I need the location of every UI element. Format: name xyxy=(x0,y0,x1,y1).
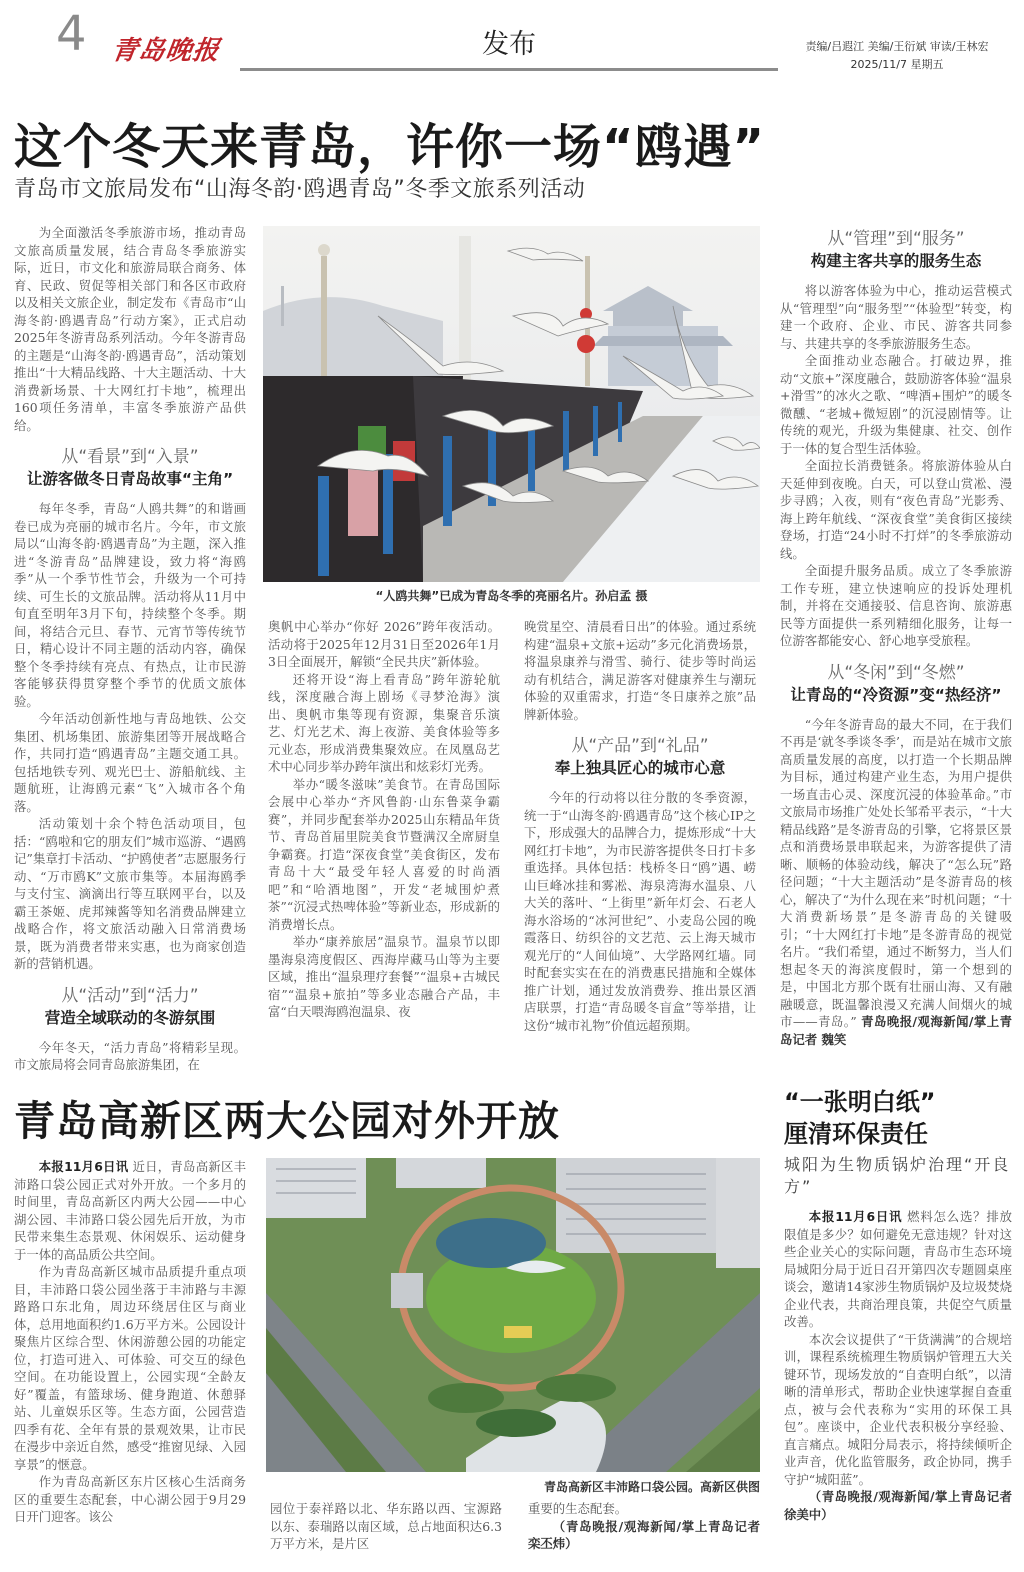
section-title: 发布 xyxy=(482,29,536,60)
seagull-photo xyxy=(263,226,760,582)
article3-byline: （青岛晚报/观海新闻/掌上青岛记者 徐美中） xyxy=(784,1489,1012,1522)
subhead-3 xyxy=(524,735,756,779)
article1-column-2 xyxy=(268,618,500,1021)
article1-column-3 xyxy=(524,618,756,1034)
park-photo-image xyxy=(266,1158,760,1472)
paragraph: 每年冬季，青岛“人鸥共舞”的和谐画卷已成为亮丽的城市名片。今年，市文旅局以“山海冬韵·鸥遇青岛”为主题，深入推进“冬游青岛”品牌建设，致力将“海鸥季”从一个季节性节会，升级为一个可持续、可生长的文旅品牌。活动将从11月中旬直至明年3月下旬，持续整个冬季。期间，将结合元旦、春节、元宵节等传统节日，精心设计不同主题的活动内容，确保整个冬季持续有亮点、有热点，让市民游客能够获得贯穿整个季节的优质文旅体验。 xyxy=(14,501,246,709)
editor-credits xyxy=(770,38,1024,74)
paragraph: 奥帆中心举办“你好 2026”跨年夜活动。活动将于2025年12月31日至2026年1月3日全面展开，解锁“全民共庆”新体验。 xyxy=(268,619,500,669)
subhead-2 xyxy=(14,985,246,1029)
main-subheadline: 青岛市文旅局发布“山海冬韵·鸥遇青岛”冬季文旅系列活动 xyxy=(14,177,586,202)
paragraph xyxy=(780,716,1012,1049)
article1-byline: 青岛晚报/观海新闻/掌上青岛记者 魏笑 xyxy=(780,1014,1012,1047)
paragraph-text: 近日，青岛高新区丰沛路口袋公园正式对外开放。一个多月的时间里，青岛高新区内两大公园——中心湖公园、丰沛路口袋公园先后开放，为市民带来集生态景观、休闲娱乐、运动健身于一体的高品质公共空间。 xyxy=(14,1159,246,1262)
subhead-3-title: 奉上独具匠心的城市心意 xyxy=(554,759,726,777)
paragraph xyxy=(14,1158,246,1263)
subhead-5-kicker: 从“冬闲”到“冬燃” xyxy=(827,662,965,683)
article3-title-line-2: 厘清环保责任 xyxy=(784,1120,928,1148)
article2-column-1 xyxy=(14,1158,246,1526)
subhead-1 xyxy=(14,446,246,490)
paragraph: 今年活动创新性地与青岛地铁、公交集团、机场集团、旅游集团等开展战略合作，共同打造“鸥遇青岛”主题交通工具。包括地铁专列、观光巴士、游船航线、主题航班，让海鸥元素“飞”入城市各个角落。 xyxy=(14,711,246,814)
subhead-3-kicker: 从“产品”到“礼品” xyxy=(571,736,709,756)
paragraph: 重要的生态配套。 xyxy=(528,1501,628,1516)
article3-body xyxy=(784,1208,1012,1523)
paragraph: 全面推动业态融合。打破边界，推动“文旅+”深度融合，鼓励游客体验“温泉+滑雪”的冰火之歌、“啤酒+围炉”的暖冬微醺、“老城+微短剧”的沉浸剧情等。让传统的观光，升级为集健康、社交、创作于一体的复合型生活体验。 xyxy=(780,353,1012,456)
paragraph: 作为青岛高新区城市品质提升重点项目，丰沛路口袋公园坐落于丰沛路与丰源路路口东北角，周边环绕居住区与商业体，总用地面积约1.6万平方米。公园设计聚焦片区综合型、休闲游憩公园的功能定位，打造可进入、可体验、可交互的绿色空间。在功能设置上，公园实现“全龄友好”覆盖，有篮球场、健身跑道、休憩驿站、儿童娱乐区等。生态方面，公园营造四季有花、全年有景的景观效果，让市民在漫步中亲近自然，感受“推窗见绿、入园享景”的惬意。 xyxy=(14,1264,246,1472)
article2-byline: （青岛晚报/观海新闻/掌上青岛记者 栾丕炜） xyxy=(528,1518,760,1551)
subhead-5 xyxy=(780,662,1012,706)
paragraph: 还将开设“海上看青岛”跨年游轮航线，深度融合海上剧场《寻梦沧海》演出、奥帆市集等现有资源，集聚音乐演艺、灯光艺术、海上夜游、美食体验等多元业态，形成消费集聚效应。在凤凰岛艺术中心同步举办跨年演出和炫彩灯光秀。 xyxy=(268,671,500,774)
article3-header xyxy=(784,1086,1024,1198)
subhead-1-title: 让游客做冬日青岛故事“主角” xyxy=(26,470,234,488)
article2-headline: 青岛高新区两大公园对外开放 xyxy=(14,1097,560,1145)
paragraph: 今年的行动将以往分散的冬季资源，统一于“山海冬韵·鸥遇青岛”这个核心IP之下，形成强大的品牌合力，提炼形成“十大网红打卡地”，为市民游客提供冬日打卡多重选择。具体包括：栈桥冬日“鸥”遇、崂山巨峰冰挂和雾凇、海泉湾海水温泉、八大关的落叶、“上街里”新年灯会、石老人海水浴场的“冰河世纪”、小麦岛公园的晚霞落日、纺织谷的文艺范、云上海天城市观光厅的“人间仙境”、大学路网红墙。同时配套实实在在的消费惠民措施和全媒体推广计划，通过发放消费券、推出景区酒店联票，打造“青岛暖冬盲盒”等举措，让这份“城市礼物”价值远超预期。 xyxy=(524,790,756,1033)
article2-dateline: 本报11月6日讯 xyxy=(38,1159,129,1174)
header-rule xyxy=(240,68,778,71)
subhead-2-kicker: 从“活动”到“活力” xyxy=(61,985,199,1006)
editors-line: 责编/吕遐江 美编/王衍斌 审读/王林宏 xyxy=(805,40,989,53)
paragraph: 举办“康养旅居”温泉节。温泉节以即墨海泉湾度假区、西海岸藏马山等为主要区域，推出“温泉理疗套餐”“温泉+古城民宿”“温泉+旅拍”等多业态融合产品，丰富“白天喂海鸥泡温泉、夜 xyxy=(268,934,500,1019)
subhead-1-kicker: 从“看景”到“入景” xyxy=(61,447,199,467)
intro-paragraph: 为全面激活冬季旅游市场，推动青岛文旅高质量发展，结合青岛冬季旅游实际，近日，市文化和旅游局联合商务、体育、民政、贸促等相关部门和各区市政府以及相关文旅企业，制定发布《青岛市“山海冬韵·鸥遇青岛”行动方案》，正式启动2025年冬游青岛系列活动。今年冬游青岛的主题是“山海冬韵·鸥遇青岛”，活动策划推出“十大精品线路、十大主题活动、十大消费新场景、十大网红打卡地”，梳理出160项任务清单，丰富冬季旅游产品供给。 xyxy=(14,225,246,433)
paragraph: 今年冬天，“活力青岛”将精彩呈现。市文旅局将会同青岛旅游集团，在 xyxy=(14,1039,246,1072)
article1-column-1 xyxy=(14,224,246,1074)
page-number: 4 xyxy=(56,6,87,62)
paragraph: 全面提升服务品质。成立了冬季旅游工作专班，建立快速响应的投诉处理机制，并将在交通接驳、信息咨询、旅游惠民等方面提供一系列精细化服务，让每一位游客都能安心、舒心地享受旅程。 xyxy=(780,563,1012,648)
seagull-photo-caption: “人鸥共舞”已成为青岛冬季的亮丽名片。孙启孟 摄 xyxy=(375,589,648,603)
main-headline: 这个冬天来青岛，许你一场“鸥遇” xyxy=(14,119,766,175)
paragraph: 本次会议提供了“干货满满”的合规培训，课程系统梳理生物质锅炉管理五大关键环节，现场发放的“自查明白纸”，以清晰的清单形式，帮助企业快速掌握自查重点，被与会代表称为“实用的环保工具包”。座谈中，企业代表积极分享经验、直言痛点。城阳分局表示，将持续倾听企业声音，优化监管服务，政企协同，携手守护“城阳蓝”。 xyxy=(784,1331,1012,1487)
paragraph: 将以游客体验为中心，推动运营模式从“管理型”向“服务型”“体验型”转变，构建一个政府、企业、市民、游客共同参与、共建共享的冬季旅游服务生态。 xyxy=(780,283,1012,351)
paragraph: 作为青岛高新区东片区核心生活商务区的重要生态配套，中心湖公园于9月29日开门迎客。该公 xyxy=(14,1474,246,1524)
subhead-4-kicker: 从“管理”到“服务” xyxy=(827,229,965,249)
paragraph: 全面拉长消费链条。将旅游体验从白天延伸到夜晚。白天，可以登山赏凇、漫步寻鸥；入夜，则有“夜色青岛”光影秀、海上跨年航线、“深夜食堂”美食街区接续登场，打造“24小时不打烊”的冬季旅游动线。 xyxy=(780,458,1012,561)
article3-subtitle: 城阳为生物质锅炉治理“开良方” xyxy=(784,1155,1011,1196)
subhead-2-title: 营造全域联动的冬游氛围 xyxy=(44,1008,216,1027)
article3-dateline: 本报11月6日讯 xyxy=(808,1209,903,1224)
paragraph-text: “今年冬游青岛的最大不同，在于我们不再是‘就冬季谈冬季’，而是站在城市文旅高质量发展的高度，以打造一个长期品牌为目标，通过构建产业生态，为用户提供一场直击心灵、深度沉浸的体验革命。”市文旅局市场推广处处长邹希平表示，“十大精品线路”是冬游青岛的引擎，它将景区景点和消费场景串联起来，为游客提供了清晰、顺畅的体验动线，解决了“怎么玩”路径问题；“十大主题活动”是冬游青岛的核心，解决了“为什么现在来”时机问题；“十大消费新场景”是冬游青岛的关键吸引；“十大网红打卡地”是冬游青岛的视觉名片。“我们希望，通过不断努力，当人们想起冬天的海滨度假时，第一个想到的是，中国北方那个既有壮丽山海、又有融融暖意，既温馨浪漫又充满人间烟火的城市——青岛。” xyxy=(780,716,1012,1029)
paragraph-text: 燃料怎么选？排放限值是多少？如何避免无意违规？针对这些企业关心的实际问题，青岛市生态环境局城阳分局于近日召开第四次专题圆桌座谈会，邀请14家涉生物质锅炉及垃圾焚烧企业代表，共商治理良策，共促空气质量改善。 xyxy=(784,1209,1012,1329)
article1-column-4 xyxy=(780,228,1012,1048)
subhead-4 xyxy=(780,228,1012,272)
article2-column-2 xyxy=(270,1500,502,1553)
paragraph: 活动策划十余个特色活动项目，包括：“鸥啦和它的朋友们”城市巡游、“遇鸥记”集章打卡活动、“护鸥使者”志愿服务行动、“万市鸥K”文旅市集等。本届海鸥季与支付宝、滴滴出行等互联网平台，以及霸王茶姬、虎邦辣酱等知名消费品牌建立战略合作，将文旅活动融入日常消费场景，既为消费者带来实惠，也为商家创造新的营销机遇。 xyxy=(14,816,246,971)
article2-column-3 xyxy=(528,1500,760,1553)
paragraph xyxy=(784,1208,1012,1331)
subhead-4-title: 构建主客共享的服务生态 xyxy=(810,252,982,270)
issue-date: 2025/11/7 星期五 xyxy=(850,58,944,71)
article3-title-line-1: “一张明白纸” xyxy=(784,1088,936,1116)
newspaper-logo: 青岛晚报 xyxy=(109,36,222,66)
park-photo xyxy=(266,1158,760,1472)
park-photo-caption: 青岛高新区丰沛路口袋公园。高新区供图 xyxy=(543,1480,760,1494)
subhead-5-title: 让青岛的“冷资源”变“热经济” xyxy=(790,685,1002,704)
paragraph: 举办“暖冬滋味”美食节。在青岛国际会展中心举办“齐风鲁韵·山东鲁菜争霸赛”，并同步配套举办2025山东精品年货节、青岛首届里院美食节暨满汉全席厨皇争霸赛。打造“深夜食堂”美食街区，发布青岛十大“最受年轻人喜爱的时尚酒吧”和“哈酒地图”，开发“老城围炉煮茶”“沉浸式热啤体验”等新业态，形成新的消费增长点。 xyxy=(268,776,500,932)
paragraph: 晚赏星空、清晨看日出”的体验。通过系统构建“温泉+文旅+运动”多元化消费场景，将温泉康养与滑雪、骑行、徒步等时尚运动有机结合，满足游客对健康养生与潮玩体验的双重需求，打造“冬日康养之旅”品牌新体验。 xyxy=(524,619,756,722)
paragraph: 园位于泰祥路以北、华东路以西、宝源路以东、泰瑞路以南区域，总占地面积达6.3万平方米，是片区 xyxy=(270,1501,502,1551)
seagull-photo-image xyxy=(263,226,760,582)
